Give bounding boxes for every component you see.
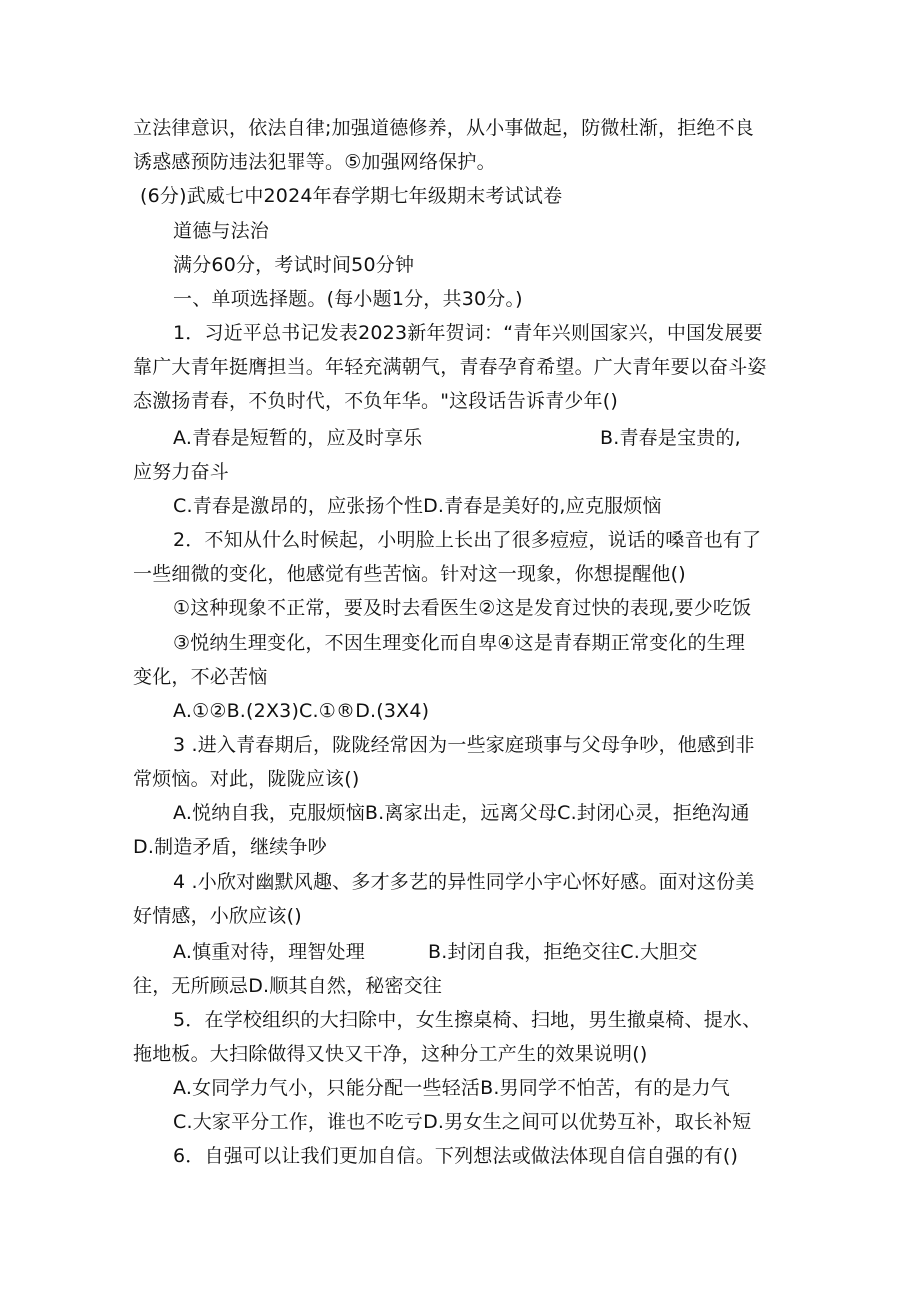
- question-2-statement: ①这种现象不正常，要及时去看医生②这是发育过快的表现,要少吃饭: [173, 597, 752, 619]
- question-5-options: A.女同学力气小，只能分配一些轻活B.男同学不怕苦，有的是力气: [173, 1077, 730, 1099]
- question-2-statement: ③悦纳生理变化，不因生理变化而自卑④这是青春期正常变化的生理: [173, 632, 746, 654]
- question-1-text: 1．习近平总书记发表2023新年贺词：“青年兴则国家兴，中国发展要: [173, 322, 763, 344]
- question-4-option: A.慎重对待，理智处理: [173, 941, 365, 963]
- section-heading: 一、单项选择题。(每小题1分，共30分。): [173, 288, 523, 310]
- question-1-option: B.青春是宝贵的,: [600, 427, 741, 449]
- question-5-options: C.大家平分工作，谁也不吃亏D.男女生之间可以优势互补，取长补短: [173, 1111, 752, 1133]
- question-3-options: A.悦纳自我，克服烦恼B.离家出走，远离父母C.封闭心灵，拒绝沟通: [173, 802, 750, 824]
- question-3-text: 常烦恼。对此，陇陇应该(): [133, 768, 360, 790]
- subject-name: 道德与法治: [173, 220, 270, 242]
- question-4-text: 4 .小欣对幽默风趣、多才多艺的异性同学小宇心怀好感。面对这份美: [173, 871, 755, 893]
- exam-title: (6分)武威七中2024年春学期七年级期末考试试卷: [140, 185, 563, 207]
- question-2-text: 一些细微的变化，他感觉有些苦恼。针对这一现象，你想提醒他(): [133, 563, 686, 585]
- question-6-text: 6．自强可以让我们更加自信。下列想法或做法体现自信自强的有(): [173, 1145, 739, 1167]
- question-3-text: 3 .进入青春期后，陇陇经常因为一些家庭琐事与父母争吵，他感到非: [173, 734, 755, 756]
- question-2-statement: 变化，不必苦恼: [133, 666, 268, 688]
- exam-info: 满分60分，考试时间50分钟: [173, 254, 415, 276]
- question-5-text: 拖地板。大扫除做得又快又干净，这种分工产生的效果说明(): [133, 1043, 648, 1065]
- question-5-text: 5．在学校组织的大扫除中，女生擦桌椅、扫地，男生撤桌椅、提水、: [173, 1009, 762, 1031]
- text-line: 诱惑感预防违法犯罪等。⑤加强网络保护。: [133, 151, 496, 173]
- question-3-options: D.制造矛盾，继续争吵: [133, 836, 327, 858]
- question-1-option: A.青春是短暂的，应及时享乐: [173, 427, 423, 449]
- question-1-text: 靠广大青年挺膺担当。年轻充满朝气，青春孕育希望。广大青年要以奋斗姿: [133, 356, 767, 378]
- question-2-options: A.①②B.(2X3)C.①®D.(3X4): [173, 700, 430, 722]
- question-1-option: C.青春是激昂的，应张扬个性D.青春是美好的,应克服烦恼: [173, 495, 662, 517]
- question-4-option: 往，无所顾忌D.顺其自然，秘密交往: [133, 975, 443, 997]
- question-4-text: 好情感，小欣应该(): [133, 905, 302, 927]
- question-1-text: 态激扬青春，不负时代，不负年华。"这段话告诉青少年(): [133, 390, 618, 412]
- question-2-text: 2．不知从什么时候起，小明脸上长出了很多痘痘，说话的嗓音也有了: [173, 529, 762, 551]
- question-1-option: 应努力奋斗: [133, 461, 230, 483]
- text-line: 立法律意识，依法自律;加强道德修养，从小事做起，防微杜渐，拒绝不良: [133, 117, 755, 139]
- question-4-option: B.封闭自我，拒绝交往C.大胆交: [428, 941, 698, 963]
